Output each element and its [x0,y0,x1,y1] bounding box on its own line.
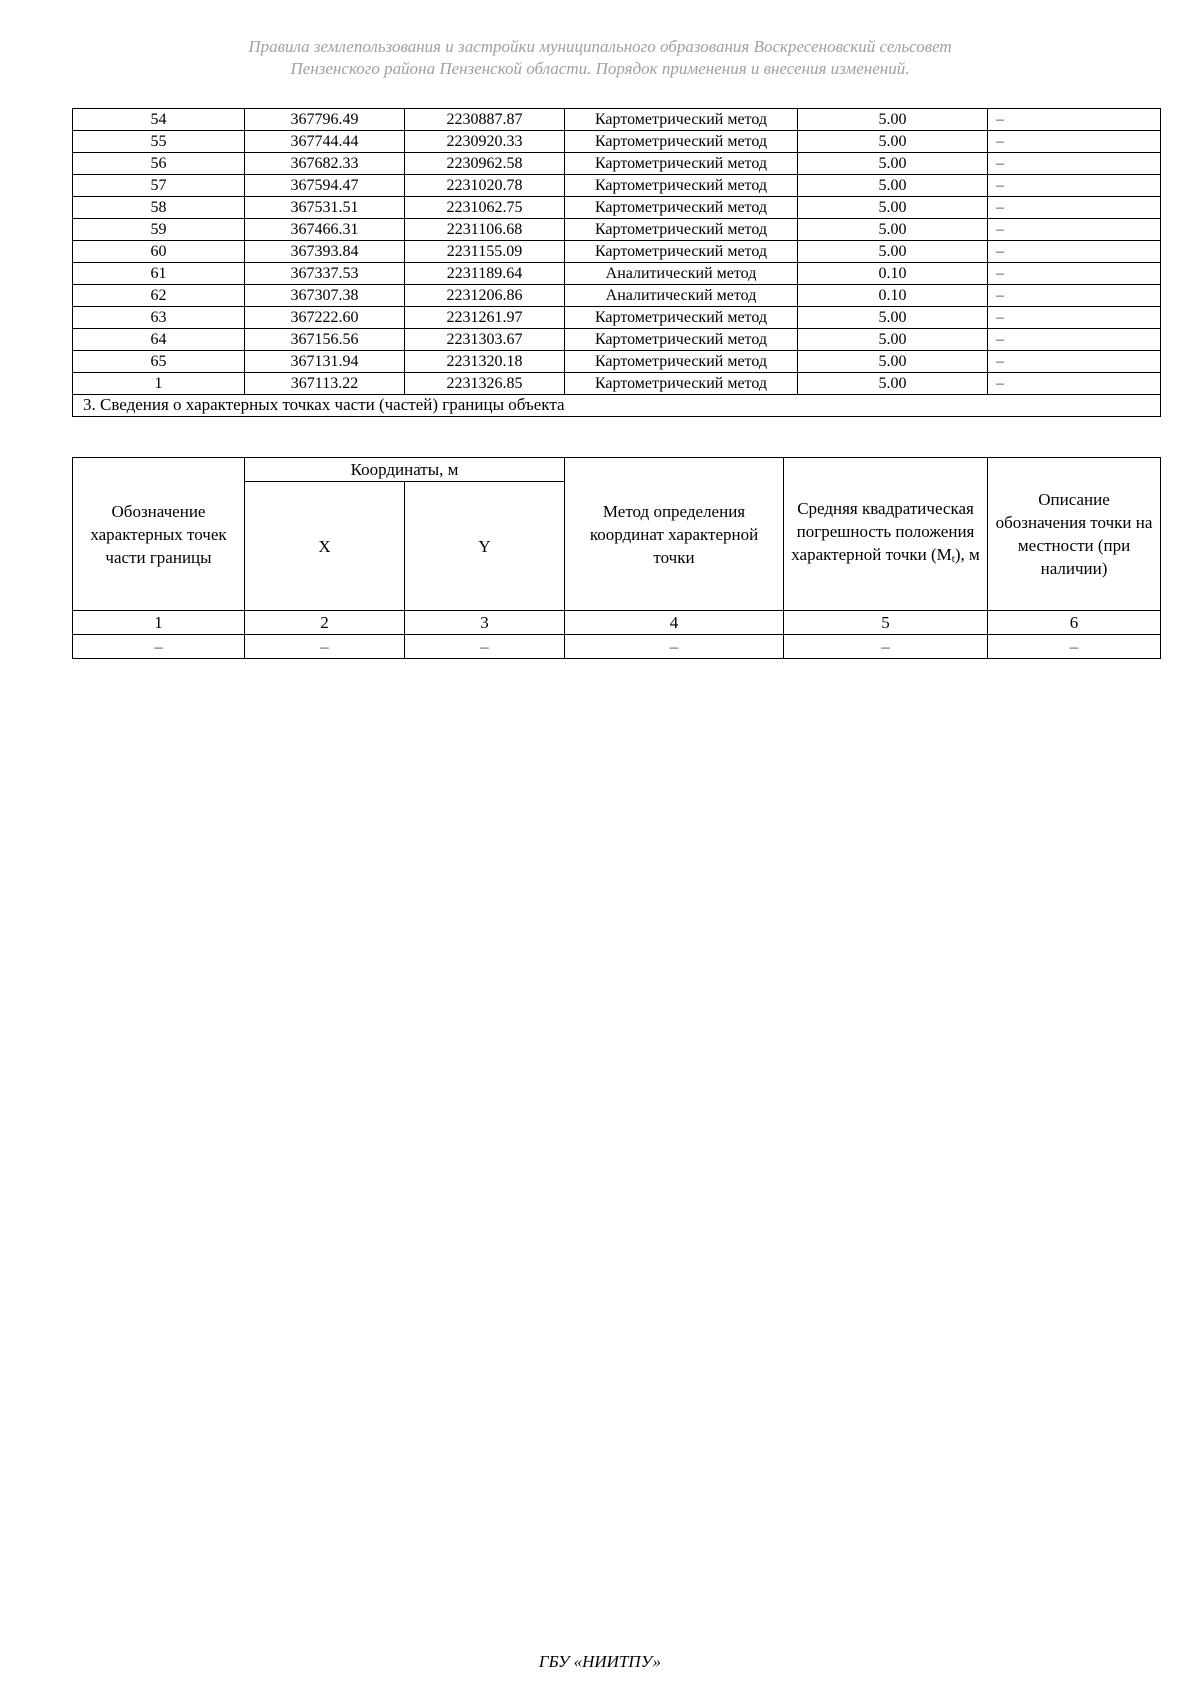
cell-y: 2231261.97 [405,307,565,329]
table-row [73,373,1161,395]
cell-error: 5.00 [798,153,988,175]
cell-method: Картометрический метод [565,109,798,131]
cell-error: 5.00 [798,351,988,373]
cell-desc: – [988,131,1161,153]
cell-x: 367682.33 [245,153,405,175]
cell-n: 57 [73,175,245,197]
table-row [73,175,1161,197]
empty-cell: – [245,635,405,659]
cell-n: 55 [73,131,245,153]
cell-method: Картометрический метод [565,131,798,153]
cell-n: 54 [73,109,245,131]
cell-error: 5.00 [798,175,988,197]
cell-desc: – [988,351,1161,373]
boundary-points-body [73,109,1161,395]
cell-method: Аналитический метод [565,285,798,307]
cell-desc: – [988,329,1161,351]
cell-method: Картометрический метод [565,219,798,241]
cell-desc: – [988,219,1161,241]
table-row [73,241,1161,263]
empty-cell: – [988,635,1161,659]
header-description: Описание обозначения точки на местности (при наличии) [988,458,1161,611]
cell-desc: – [988,241,1161,263]
column-number: 5 [784,611,988,635]
table-row [73,285,1161,307]
cell-n: 64 [73,329,245,351]
cell-desc: – [988,197,1161,219]
cell-error: 0.10 [798,263,988,285]
cell-method: Картометрический метод [565,373,798,395]
cell-n: 1 [73,373,245,395]
column-number: 6 [988,611,1161,635]
cell-y: 2230920.33 [405,131,565,153]
cell-y: 2231206.86 [405,285,565,307]
cell-x: 367393.84 [245,241,405,263]
table-row [73,131,1161,153]
empty-cell: – [73,635,245,659]
cell-error: 5.00 [798,307,988,329]
empty-cell: – [405,635,565,659]
cell-x: 367466.31 [245,219,405,241]
cell-y: 2231326.85 [405,373,565,395]
cell-error: 5.00 [798,373,988,395]
cell-y: 2231155.09 [405,241,565,263]
header-x: X [245,482,405,611]
cell-desc: – [988,175,1161,197]
cell-y: 2231189.64 [405,263,565,285]
section-3-title: 3. Сведения о характерных точках части (частей) границы объекта [73,395,1161,417]
cell-x: 367594.47 [245,175,405,197]
empty-cell: – [784,635,988,659]
cell-x: 367307.38 [245,285,405,307]
header-row-1 [73,458,1161,482]
cell-y: 2231062.75 [405,197,565,219]
cell-x: 367796.49 [245,109,405,131]
header-point-designation: Обозначение характерных точек части границы [73,458,245,611]
page-header [0,36,1200,80]
cell-n: 56 [73,153,245,175]
cell-method: Аналитический метод [565,263,798,285]
cell-desc: – [988,285,1161,307]
table-row [73,153,1161,175]
empty-data-row [73,635,1161,659]
cell-method: Картометрический метод [565,175,798,197]
cell-n: 58 [73,197,245,219]
cell-error: 5.00 [798,197,988,219]
header-error-tail: ), м [954,545,980,564]
cell-desc: – [988,109,1161,131]
table-row [73,197,1161,219]
part-boundary-points-table [72,457,1161,659]
cell-n: 60 [73,241,245,263]
column-number: 3 [405,611,565,635]
cell-error: 5.00 [798,131,988,153]
cell-x: 367744.44 [245,131,405,153]
cell-error: 5.00 [798,219,988,241]
header-line-2: Пензенского района Пензенской области. Порядок применения и внесения изменений. [290,59,910,78]
cell-x: 367113.22 [245,373,405,395]
cell-method: Картометрический метод [565,351,798,373]
cell-error: 0.10 [798,285,988,307]
header-error-sub: t [951,553,955,565]
table-row [73,109,1161,131]
cell-method: Картометрический метод [565,241,798,263]
cell-desc: – [988,263,1161,285]
cell-method: Картометрический метод [565,329,798,351]
cell-x: 367222.60 [245,307,405,329]
cell-n: 63 [73,307,245,329]
cell-n: 59 [73,219,245,241]
cell-desc: – [988,307,1161,329]
column-number: 4 [565,611,784,635]
header-coordinates: Координаты, м [245,458,565,482]
cell-y: 2231106.68 [405,219,565,241]
header-error-main: Средняя квадратическая погрешность положения характерной точки (M [791,499,975,564]
cell-method: Картометрический метод [565,307,798,329]
cell-desc: – [988,153,1161,175]
cell-n: 61 [73,263,245,285]
cell-desc: – [988,373,1161,395]
cell-x: 367131.94 [245,351,405,373]
cell-error: 5.00 [798,109,988,131]
cell-y: 2230887.87 [405,109,565,131]
cell-x: 367531.51 [245,197,405,219]
header-y: Y [405,482,565,611]
cell-error: 5.00 [798,241,988,263]
column-number: 2 [245,611,405,635]
section-3-title-row [73,395,1161,417]
boundary-points-table [72,108,1161,417]
cell-error: 5.00 [798,329,988,351]
cell-x: 367156.56 [245,329,405,351]
page-footer: ГБУ «НИИТПУ» [538,1652,662,1671]
table-row [73,351,1161,373]
table-row [73,219,1161,241]
table-row [73,263,1161,285]
cell-x: 367337.53 [245,263,405,285]
cell-y: 2231320.18 [405,351,565,373]
table-row [73,307,1161,329]
header-line-1: Правила землепользования и застройки муниципального образования Воскресеновский сельсовет [248,37,952,56]
column-number-row [73,611,1161,635]
cell-y: 2231303.67 [405,329,565,351]
column-number: 1 [73,611,245,635]
header-error [784,458,988,611]
cell-y: 2231020.78 [405,175,565,197]
cell-n: 65 [73,351,245,373]
header-method: Метод определения координат характерной точки [565,458,784,611]
empty-cell: – [565,635,784,659]
cell-method: Картометрический метод [565,153,798,175]
cell-n: 62 [73,285,245,307]
cell-y: 2230962.58 [405,153,565,175]
table-row [73,329,1161,351]
cell-method: Картометрический метод [565,197,798,219]
